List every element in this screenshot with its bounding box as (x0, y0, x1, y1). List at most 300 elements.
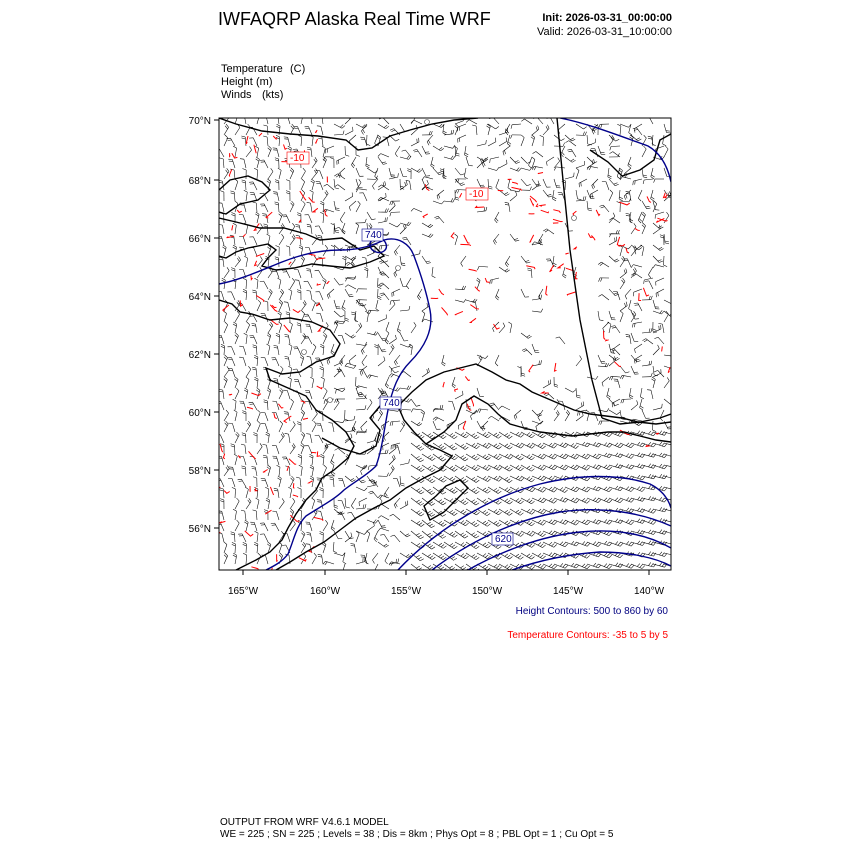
wind-barb (349, 201, 356, 211)
wind-barb (521, 333, 532, 338)
wind-barb (433, 520, 446, 526)
wind-barb (608, 168, 612, 179)
wind-barb (312, 256, 317, 267)
wind-barb (268, 146, 272, 157)
wind-barb (411, 509, 424, 516)
wind-barb (642, 496, 656, 501)
wind-barb (240, 115, 246, 124)
wind-barb (642, 410, 650, 418)
wind-barb (231, 532, 235, 542)
wind-barb (282, 215, 290, 223)
wind-barb (411, 208, 422, 212)
wind-barb (282, 457, 290, 465)
wind-barb (521, 119, 532, 124)
wind-barb (267, 344, 270, 355)
wind-barb (273, 192, 279, 201)
wind-barb (507, 135, 511, 146)
wind-barb (558, 124, 565, 134)
wind-barb (256, 498, 259, 509)
wind-barb (477, 476, 491, 482)
wind-barb (288, 377, 292, 388)
wind-barb (279, 432, 284, 443)
wind-barb (296, 477, 301, 487)
wind-barb (466, 410, 477, 414)
wind-barb (394, 498, 400, 508)
wind-barb (587, 563, 601, 568)
wind-barb (554, 399, 559, 410)
wind-barb (360, 137, 367, 146)
wind-barb (493, 234, 499, 245)
wind-barb (664, 352, 675, 356)
wind-barb (378, 528, 389, 531)
wind-barb (323, 465, 327, 476)
wind-barb (253, 477, 257, 487)
wind-barb (250, 193, 257, 201)
wind-barb (499, 323, 505, 333)
wind-barb (267, 465, 271, 476)
wind-barb (320, 454, 324, 465)
wind-barb (400, 278, 407, 287)
wind-barb (477, 465, 491, 471)
wind-barb (243, 553, 247, 564)
wind-barb (309, 454, 313, 465)
wind-barb (301, 300, 306, 311)
wind-barb (367, 522, 374, 531)
temp-contour-fragment (232, 153, 238, 158)
wind-barb (224, 135, 228, 146)
wind-barb (272, 511, 279, 520)
wind-barb (422, 487, 435, 495)
wind-barb (656, 278, 664, 286)
wind-barb (345, 289, 353, 297)
wind-barb (411, 520, 424, 527)
wind-barb (235, 388, 239, 399)
wind-barb (345, 311, 349, 321)
wind-barb (246, 322, 250, 333)
wind-barb (275, 202, 280, 212)
wind-barb (279, 234, 284, 245)
wind-barb (477, 487, 490, 493)
wind-barb (288, 366, 291, 377)
wind-barb (244, 256, 247, 267)
wind-barb (660, 235, 664, 245)
wind-barb (243, 289, 247, 300)
wind-barb (653, 345, 659, 355)
wind-barb (411, 454, 424, 462)
wind-barb (283, 115, 290, 124)
temp-contour-fragment (546, 286, 548, 296)
wind-barb (312, 410, 317, 421)
wind-barb (499, 498, 513, 504)
wind-barb (239, 357, 246, 366)
wind-barb (241, 466, 246, 476)
wind-barb (411, 487, 424, 494)
wind-barb (391, 366, 400, 373)
wind-barb (276, 135, 280, 146)
wind-barb (488, 520, 501, 526)
wind-barb (490, 278, 499, 284)
wind-barb (362, 355, 367, 366)
wind-barb (556, 337, 565, 344)
wind-barb (510, 509, 523, 515)
wind-barb (235, 520, 239, 531)
wind-barb (466, 120, 477, 124)
wind-barb (275, 158, 279, 168)
wind-barb (301, 333, 306, 344)
wind-barb (297, 422, 301, 432)
wind-barb (640, 388, 644, 399)
wind-barb (233, 553, 237, 564)
wind-barb (554, 410, 559, 421)
wind-barb (239, 215, 246, 224)
wind-barb (246, 366, 251, 377)
temp-contour-fragment (257, 254, 265, 257)
wind-barb (233, 223, 237, 234)
temp-contour-fragment (550, 265, 554, 272)
wind-barb (378, 278, 382, 289)
temp-contour-fragment (256, 295, 264, 301)
wind-barb (455, 531, 468, 538)
wind-barb (499, 160, 507, 168)
wind-barb (620, 124, 631, 127)
wind-barb (378, 357, 385, 367)
wind-barb (312, 157, 317, 168)
temp-contour-fragment (538, 173, 543, 174)
wind-barb (345, 531, 354, 539)
wind-barb (285, 356, 291, 366)
field-winds: Winds (kts) (221, 89, 284, 101)
wind-barb (546, 116, 554, 124)
temp-contour-fragment (229, 394, 232, 395)
wind-barb (385, 553, 389, 564)
wind-barb (340, 212, 345, 223)
wind-barb (315, 435, 323, 443)
wind-barb (260, 281, 268, 289)
lat-tick-label: 68°N (188, 176, 211, 187)
model-info (220, 817, 613, 841)
height-label-b (380, 397, 401, 409)
wind-barb (367, 310, 378, 314)
wind-barb (306, 434, 312, 443)
wind-barb (645, 281, 653, 289)
wind-barb (255, 531, 259, 542)
model-version: OUTPUT FROM WRF V4.6.1 MODEL (220, 817, 389, 828)
wind-barb (433, 201, 444, 204)
wind-barb (532, 465, 546, 470)
wind-barb (224, 542, 227, 553)
wind-barb (289, 289, 292, 300)
wind-barb (532, 454, 546, 459)
wind-barb (219, 257, 224, 267)
wind-barb (510, 553, 523, 559)
temp-contour-fragment (498, 191, 503, 192)
wind-barb (264, 224, 269, 234)
wind-barb (561, 146, 565, 157)
wind-barb (243, 542, 247, 553)
wind-barb (229, 467, 235, 476)
temp-contour-fragment (460, 244, 471, 245)
wind-barb (653, 265, 664, 268)
temp-contour-fragment (259, 133, 262, 136)
wind-barb (437, 190, 444, 199)
wind-barb (378, 520, 386, 528)
wind-barb (511, 124, 521, 129)
wind-barb (266, 432, 270, 443)
wind-barb (609, 376, 620, 380)
wind-barb (220, 499, 224, 509)
temp-contour-fragment (293, 483, 294, 488)
wind-barbs-layer (216, 113, 678, 575)
wind-barb (307, 202, 312, 212)
wind-barb (609, 190, 613, 201)
wind-barb (576, 402, 584, 411)
temp-contour-fragment (255, 261, 258, 266)
wind-barb (576, 132, 587, 136)
wind-barb (477, 140, 486, 146)
wind-barb (278, 278, 281, 289)
wind-barb (660, 410, 664, 421)
wind-barb (257, 410, 260, 421)
wind-barb (279, 498, 284, 509)
wind-barb (470, 410, 477, 420)
wind-barb (227, 138, 235, 146)
wind-barb (216, 479, 224, 487)
wind-barb (532, 181, 539, 190)
wind-barb (356, 342, 367, 346)
wind-barb (409, 344, 413, 355)
wind-barb (279, 366, 283, 377)
wind-barb (631, 355, 641, 362)
wind-barb (356, 219, 366, 223)
wind-barb (565, 541, 579, 546)
wind-barb (598, 553, 612, 558)
lon-tick-label: 165°W (227, 586, 259, 597)
wind-barb (444, 542, 457, 549)
wind-barb (231, 268, 235, 278)
wind-barb (359, 193, 367, 201)
wind-barb (634, 289, 642, 296)
wind-barb (543, 542, 557, 547)
wind-barb (286, 312, 290, 322)
wind-barb (565, 388, 576, 392)
wind-barb (254, 278, 258, 289)
wind-barb (611, 326, 620, 333)
wind-barb (323, 399, 328, 410)
lon-tick-label: 160°W (309, 586, 341, 597)
temp-contour-fragment (635, 228, 640, 230)
wind-barb (296, 235, 301, 245)
wind-barb (407, 169, 411, 179)
lat-tick-label: 60°N (188, 408, 211, 419)
wind-barb (345, 285, 356, 289)
temp-contour-fragment (284, 416, 291, 423)
wind-barb (274, 345, 280, 355)
temp-contour-fragment (542, 391, 549, 393)
wind-barb (310, 135, 314, 146)
wind-barb (640, 399, 644, 410)
wind-barb (455, 190, 466, 194)
wind-barb (664, 234, 669, 244)
wind-barb (318, 554, 323, 564)
temp-contour-fragment (251, 393, 261, 396)
wind-barb (629, 124, 632, 135)
wind-barb (251, 467, 257, 477)
wind-barb (316, 171, 323, 179)
wind-barb (590, 190, 598, 198)
wind-barb (334, 131, 344, 135)
wind-barb (234, 377, 238, 388)
wind-barb (318, 114, 323, 124)
field-height: Height (m) (221, 76, 273, 88)
wind-barb (224, 410, 229, 421)
wind-barb (521, 531, 535, 536)
wind-barb (521, 167, 532, 170)
wind-barb (461, 256, 466, 267)
wind-barb (634, 303, 642, 311)
wind-barb (227, 292, 235, 300)
wind-barb (330, 158, 334, 168)
wind-barb (298, 135, 302, 146)
wind-barb (335, 399, 345, 403)
wind-barb (286, 180, 290, 190)
wind-barb (400, 459, 409, 465)
wind-barb (224, 421, 228, 432)
wind-barb (411, 409, 422, 413)
wind-barb (642, 146, 646, 157)
wind-barb (389, 374, 400, 378)
wind-barb (433, 417, 444, 421)
wind-barb (260, 523, 268, 531)
wind-barb (620, 256, 625, 267)
wind-barb (488, 487, 501, 494)
wind-barb (233, 509, 237, 520)
wind-barb (345, 333, 356, 338)
wind-barb (338, 478, 345, 487)
wind-barb (628, 157, 632, 168)
wind-barb (239, 401, 246, 410)
wind-barb (400, 222, 411, 226)
wind-barb (378, 181, 386, 190)
wind-barb (411, 531, 424, 539)
wind-barb (224, 168, 229, 179)
wind-barb (367, 375, 378, 379)
wind-barb (290, 278, 295, 289)
temp-contour-fragment (574, 247, 577, 249)
wind-barb (631, 541, 645, 546)
lon-tick-label: 155°W (390, 586, 422, 597)
wind-barb (422, 146, 430, 154)
temp-label-b (466, 188, 488, 200)
temp-contour-fragment (553, 219, 563, 221)
wind-barb (546, 157, 554, 166)
wind-barb (488, 416, 499, 421)
wind-barb (312, 300, 315, 311)
wind-barb (356, 168, 364, 176)
wind-barb (592, 179, 598, 189)
temp-label-a (287, 152, 309, 164)
wind-barb (366, 157, 370, 168)
wind-barb (521, 509, 535, 514)
wind-barb (290, 234, 295, 245)
wind-barb (400, 156, 411, 160)
wind-barb (305, 215, 313, 223)
wind-barb (576, 161, 585, 168)
wind-barb (565, 223, 573, 231)
wind-barb (268, 289, 272, 300)
wind-barb (392, 289, 400, 297)
wind-barb (263, 125, 268, 135)
temp-contour-fragment (618, 244, 625, 245)
wind-barb (307, 114, 312, 124)
wind-barb (422, 223, 433, 228)
wind-barb (244, 190, 248, 201)
wind-barb (254, 355, 258, 366)
wind-barb (367, 531, 370, 542)
wind-barb (620, 311, 623, 322)
wind-barb (609, 519, 623, 524)
wind-barb (216, 149, 224, 157)
wind-barb (301, 542, 306, 553)
wind-barb (609, 135, 614, 146)
temp-contour-fragment (423, 214, 428, 218)
wind-barb (257, 300, 261, 311)
lon-tick-label: 150°W (471, 586, 503, 597)
wind-barb (323, 190, 328, 201)
wind-barb (378, 217, 387, 223)
wind-barb (220, 488, 225, 498)
wind-barb (378, 333, 387, 341)
wind-barb (576, 168, 579, 179)
longitude-labels (228, 586, 665, 597)
wind-barb (532, 179, 541, 186)
wind-barb (242, 433, 246, 443)
wind-barb (602, 377, 609, 386)
temp-contour-fragment (619, 202, 630, 205)
wind-barb (455, 465, 468, 471)
temp-contour-fragment (284, 325, 290, 332)
wind-barb (378, 344, 386, 352)
wind-barb (241, 136, 246, 146)
wind-barb (609, 355, 620, 361)
wind-barb (219, 389, 224, 399)
wind-barb (356, 201, 360, 212)
temp-contour-fragment (215, 487, 220, 491)
wind-barb (254, 542, 258, 553)
wind-barb (495, 355, 499, 366)
wind-barb (357, 289, 368, 293)
wind-barb (367, 331, 378, 335)
wind-barb (406, 278, 411, 289)
wind-barb (272, 456, 279, 465)
temp-contour-fragment (566, 253, 569, 254)
wind-barb (455, 234, 458, 245)
temp-contour-fragment (455, 311, 463, 314)
wind-barb (334, 553, 345, 556)
wind-barb (378, 289, 382, 300)
temp-contour-fragment (243, 234, 246, 237)
wind-barb (433, 454, 446, 461)
wind-barb (389, 465, 394, 476)
wind-barb (323, 157, 327, 168)
wind-barb (499, 138, 507, 147)
wind-barb (631, 311, 639, 319)
wind-barb (598, 262, 609, 267)
wind-barb (567, 149, 576, 157)
wind-barb (532, 564, 546, 569)
wind-barb (532, 553, 546, 559)
wind-barb (271, 358, 279, 366)
wind-barb (351, 157, 356, 168)
